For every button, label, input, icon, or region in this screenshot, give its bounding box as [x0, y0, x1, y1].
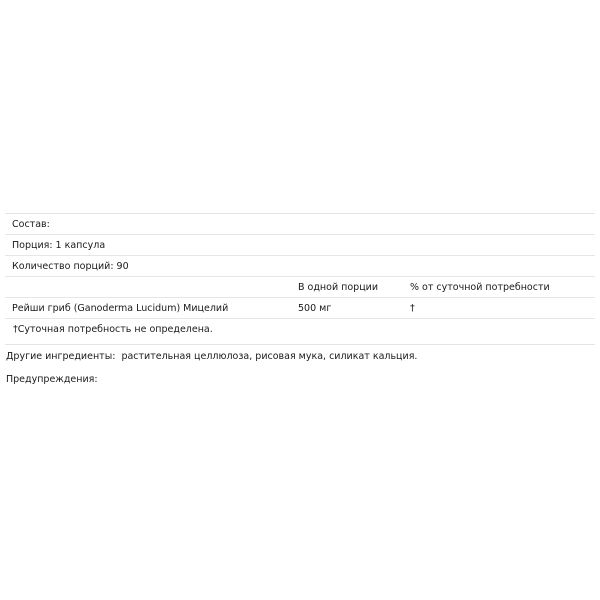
- footnote-text: †Суточная потребность не определена.: [13, 324, 213, 335]
- per-serving-header: В одной порции: [298, 282, 379, 293]
- daily-value-header: % от суточной потребности: [410, 282, 550, 293]
- composition-title: Состав:: [12, 219, 50, 230]
- footnote-row: [5, 319, 595, 340]
- servings-count-row: [5, 256, 595, 277]
- serving-size: Порция: 1 капсула: [12, 240, 106, 251]
- ingredient-amount: 500 мг: [298, 303, 332, 314]
- ingredient-row: [5, 298, 595, 319]
- supplement-facts-table: [5, 213, 595, 345]
- ingredient-daily-value: †: [410, 303, 415, 314]
- other-ingredients-label: Другие ингредиенты:: [6, 351, 116, 362]
- warnings-label: Предупреждения:: [6, 374, 98, 385]
- other-ingredients-value: растительная целлюлоза, рисовая мука, силикат кальция.: [121, 351, 418, 362]
- composition-row: [5, 214, 595, 235]
- ingredient-name: Рейши гриб (Ganoderma Lucidum) Мицелий: [12, 303, 229, 314]
- other-ingredients: [6, 350, 417, 364]
- servings-count: Количество порций: 90: [12, 261, 129, 272]
- serving-size-row: [5, 235, 595, 256]
- column-header-row: [5, 277, 595, 298]
- warnings: [6, 373, 98, 387]
